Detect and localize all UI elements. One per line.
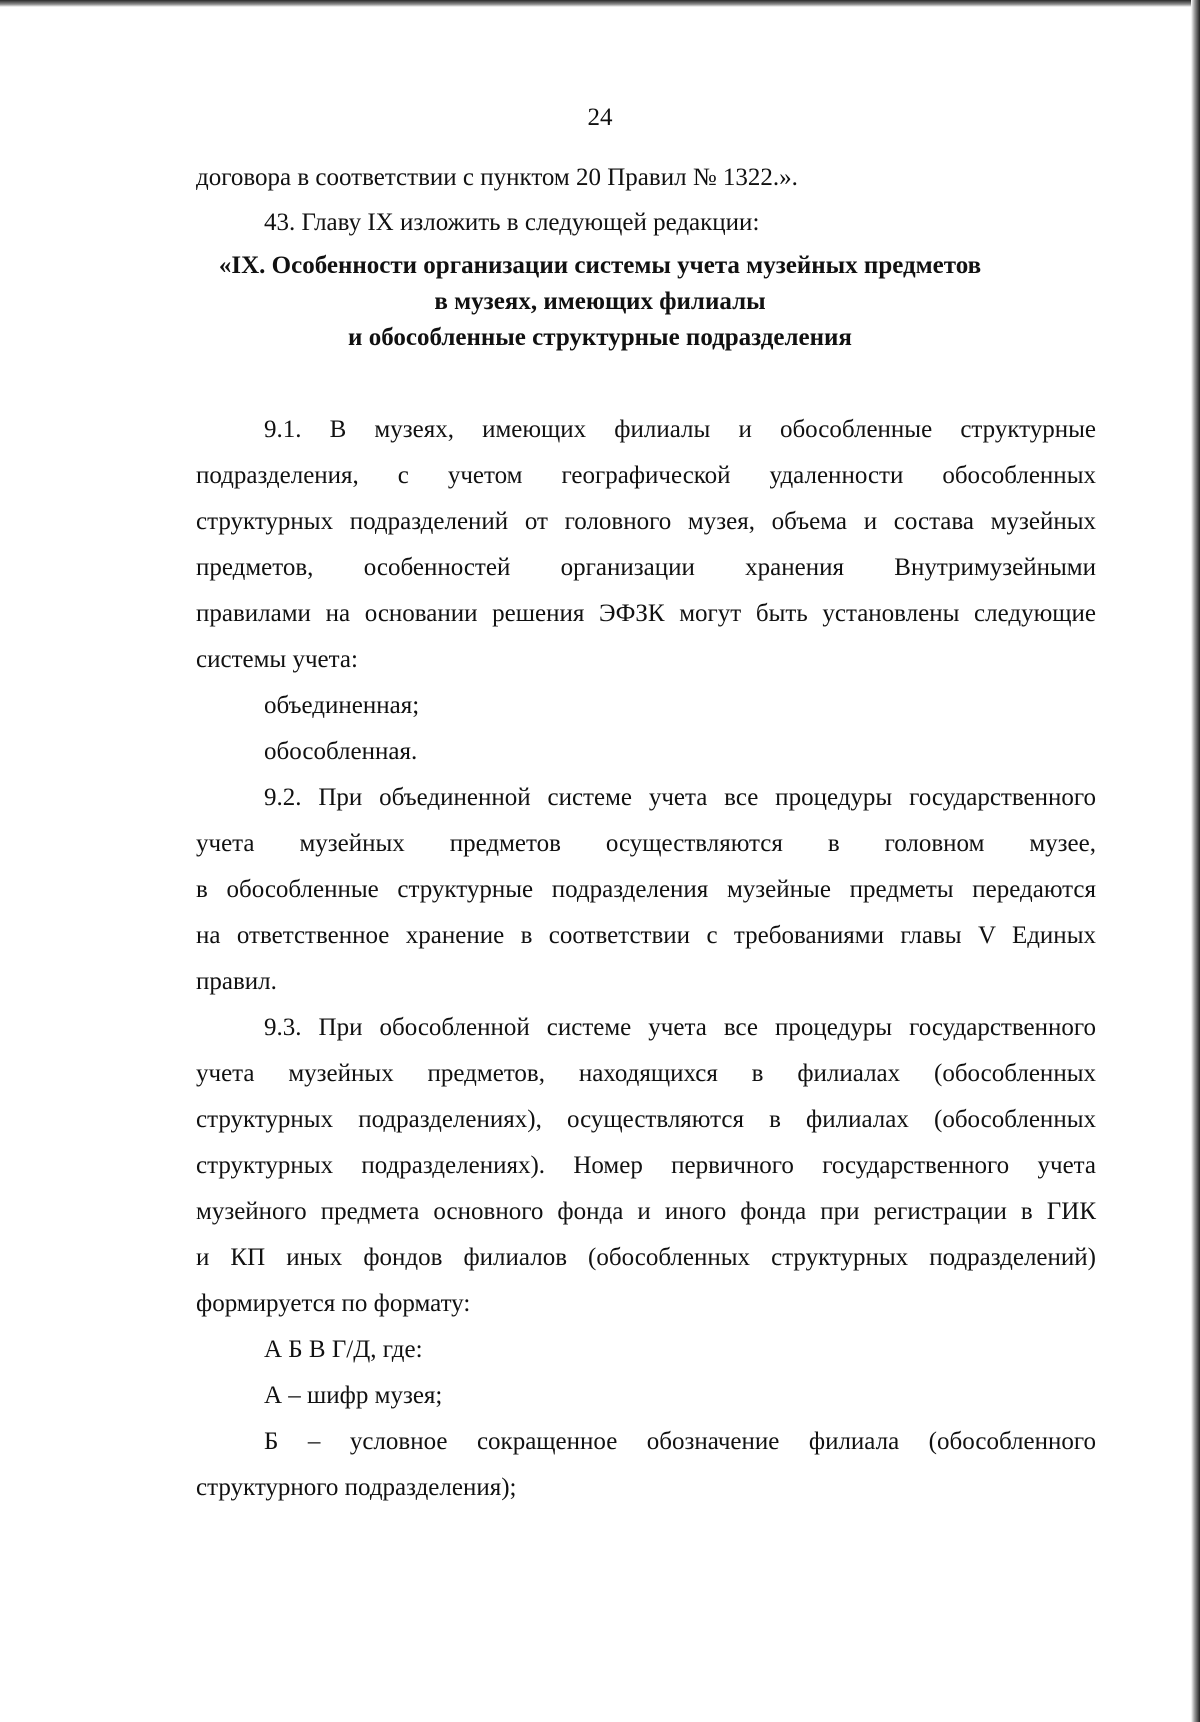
- page-number: 24: [587, 104, 613, 131]
- paragraph-9-3-line: формируется по формату:: [196, 1290, 471, 1317]
- text-line: договора в соответствии с пунктом 20 Правил № 1322.».: [196, 164, 798, 191]
- paragraph-9-1-line: структурных подразделений от головного музея, объема и состава музейных: [196, 508, 1096, 535]
- paragraph-9-3-line: 9.3. При обособленной системе учета все процедуры государственного: [264, 1014, 1096, 1041]
- paragraph-9-2-line: 9.2. При объединенной системе учета все процедуры государственного: [264, 784, 1096, 811]
- paragraph-9-1-line: системы учета:: [196, 646, 358, 673]
- paragraph-9-3-line: учета музейных предметов, находящихся в филиалах (обособленных: [196, 1060, 1096, 1087]
- format-line: структурного подразделения);: [196, 1474, 517, 1501]
- format-line: Б – условное сокращенное обозначение филиала (обособленного: [264, 1428, 1096, 1455]
- paragraph-9-2-line: в обособленные структурные подразделения музейные предметы передаются: [196, 876, 1096, 903]
- list-item: обособленная.: [264, 738, 418, 765]
- paragraph-9-3-line: и КП иных фондов филиалов (обособленных структурных подразделений): [196, 1244, 1096, 1271]
- list-item: объединенная;: [264, 692, 420, 719]
- format-line: А Б В Г/Д, где:: [264, 1336, 423, 1363]
- paragraph-9-2-line: правил.: [196, 968, 277, 995]
- paragraph-9-3-line: структурных подразделениях). Номер первичного государственного учета: [196, 1152, 1096, 1179]
- chapter-heading-line: в музеях, имеющих филиалы: [434, 288, 766, 315]
- paragraph-9-1-line: подразделения, с учетом географической удаленности обособленных: [196, 462, 1096, 489]
- text-line: 43. Главу IX изложить в следующей редакции:: [264, 209, 760, 236]
- scan-edge-top: [0, 0, 1200, 7]
- paragraph-9-2-line: на ответственное хранение в соответствии с требованиями главы V Единых: [196, 922, 1096, 949]
- chapter-heading-line: «IX. Особенности организации системы учета музейных предметов: [218, 252, 982, 279]
- paragraph-9-2-line: учета музейных предметов осуществляются в головном музее,: [196, 830, 1096, 857]
- paragraph-9-1-line: 9.1. В музеях, имеющих филиалы и обособленные структурные: [264, 416, 1096, 443]
- paragraph-9-3-line: структурных подразделениях), осуществляются в филиалах (обособленных: [196, 1106, 1096, 1133]
- paragraph-9-1-line: правилами на основании решения ЭФЗК могут быть установлены следующие: [196, 600, 1096, 627]
- paragraph-9-1-line: предметов, особенностей организации хранения Внутримузейными: [196, 554, 1096, 581]
- chapter-heading-line: и обособленные структурные подразделения: [348, 324, 852, 351]
- format-line: А – шифр музея;: [264, 1382, 443, 1409]
- paragraph-9-3-line: музейного предмета основного фонда и иного фонда при регистрации в ГИК: [196, 1198, 1096, 1225]
